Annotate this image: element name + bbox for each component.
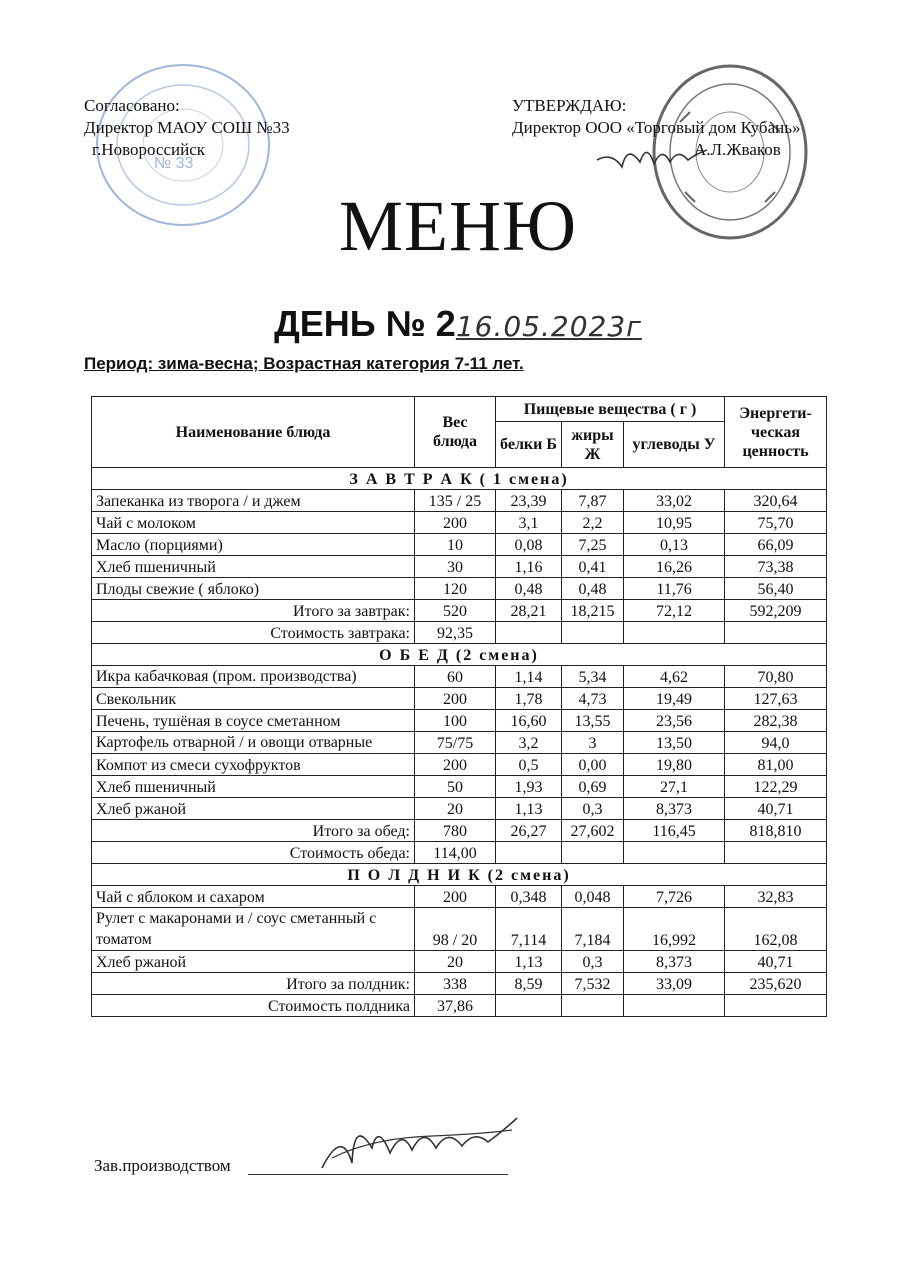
menu-table: [91, 396, 827, 1017]
total-row: [92, 600, 827, 622]
value-cell: 11,76: [624, 578, 725, 600]
value-cell: 3,1: [496, 512, 562, 534]
value-cell: 7,25: [562, 534, 624, 556]
empty-cell: [624, 995, 725, 1017]
value-cell: 162,08: [725, 908, 827, 951]
header-name: Наименование блюда: [92, 397, 415, 468]
approval-left-line2: Директор МАОУ СОШ №33: [84, 118, 290, 137]
total-value: 818,810: [725, 820, 827, 842]
dish-name-cell: Чай с молоком: [92, 512, 415, 534]
value-cell: 1,13: [496, 951, 562, 973]
value-cell: 282,38: [725, 710, 827, 732]
svg-text:№ 33: № 33: [154, 155, 194, 172]
dish-name-cell: Масло (порциями): [92, 534, 415, 556]
value-cell: 0,048: [562, 886, 624, 908]
value-cell: 23,39: [496, 490, 562, 512]
table-row: [92, 951, 827, 973]
value-cell: 0,13: [624, 534, 725, 556]
dish-name-cell: Компот из смеси сухофруктов: [92, 754, 415, 776]
header-energy: Энергети-ческая ценность: [725, 397, 827, 468]
total-label: Итого за полдник:: [92, 973, 415, 995]
value-cell: 66,09: [725, 534, 827, 556]
production-signature-icon: [312, 1108, 522, 1188]
value-cell: 13,55: [562, 710, 624, 732]
table-row: [92, 754, 827, 776]
header-carbs: углеводы У: [624, 422, 725, 468]
cost-value: 114,00: [415, 842, 496, 864]
day-label: ДЕНЬ № 2: [274, 303, 456, 344]
table-row: [92, 798, 827, 820]
value-cell: 3,2: [496, 732, 562, 754]
section-title-row: [92, 644, 827, 666]
dish-name-cell: Плоды свежие ( яблоко): [92, 578, 415, 600]
total-value: 116,45: [624, 820, 725, 842]
value-cell: 5,34: [562, 666, 624, 688]
empty-cell: [562, 622, 624, 644]
dish-name-cell: Хлеб ржаной: [92, 798, 415, 820]
dish-name-cell: Хлеб пшеничный: [92, 556, 415, 578]
section-title: З А В Т Р А К ( 1 смена): [92, 468, 827, 490]
value-cell: 1,13: [496, 798, 562, 820]
value-cell: 4,62: [624, 666, 725, 688]
value-cell: 100: [415, 710, 496, 732]
value-cell: 200: [415, 512, 496, 534]
value-cell: 20: [415, 951, 496, 973]
section-title: П О Л Д Н И К (2 смена): [92, 864, 827, 886]
value-cell: 7,114: [496, 908, 562, 951]
table-row: [92, 534, 827, 556]
value-cell: 27,1: [624, 776, 725, 798]
value-cell: 1,16: [496, 556, 562, 578]
value-cell: 16,992: [624, 908, 725, 951]
approval-right-line3: А.Л.Жваков: [694, 140, 781, 159]
dish-name-cell: Печень, тушёная в соусе сметанном: [92, 710, 415, 732]
value-cell: 16,60: [496, 710, 562, 732]
table-row: [92, 732, 827, 754]
empty-cell: [624, 622, 725, 644]
total-value: 235,620: [725, 973, 827, 995]
empty-cell: [725, 842, 827, 864]
total-value: 7,532: [562, 973, 624, 995]
cost-value: 92,35: [415, 622, 496, 644]
total-label: Итого за обед:: [92, 820, 415, 842]
cost-value: 37,86: [415, 995, 496, 1017]
header-fat: жиры Ж: [562, 422, 624, 468]
section-title-row: [92, 468, 827, 490]
value-cell: 120: [415, 578, 496, 600]
signature-label: Зав.производством: [94, 1156, 231, 1175]
dish-name-cell: Картофель отварной / и овощи отварные: [92, 732, 415, 754]
value-cell: 4,73: [562, 688, 624, 710]
total-value: 592,209: [725, 600, 827, 622]
value-cell: 0,48: [496, 578, 562, 600]
cost-row: [92, 842, 827, 864]
value-cell: 94,0: [725, 732, 827, 754]
dish-name-cell: Свекольник: [92, 688, 415, 710]
value-cell: 13,50: [624, 732, 725, 754]
dish-name-cell: Чай с яблоком и сахаром: [92, 886, 415, 908]
total-value: 8,59: [496, 973, 562, 995]
dish-name-cell: Хлеб ржаной: [92, 951, 415, 973]
value-cell: 20: [415, 798, 496, 820]
empty-cell: [496, 995, 562, 1017]
table-row: [92, 710, 827, 732]
value-cell: 122,29: [725, 776, 827, 798]
value-cell: 7,87: [562, 490, 624, 512]
total-value: 27,602: [562, 820, 624, 842]
value-cell: 0,08: [496, 534, 562, 556]
table-row: [92, 666, 827, 688]
cost-row: [92, 622, 827, 644]
table-row: [92, 490, 827, 512]
total-row: [92, 973, 827, 995]
empty-cell: [725, 622, 827, 644]
value-cell: 8,373: [624, 951, 725, 973]
empty-cell: [725, 995, 827, 1017]
value-cell: 135 / 25: [415, 490, 496, 512]
header-protein: белки Б: [496, 422, 562, 468]
value-cell: 19,49: [624, 688, 725, 710]
total-row: [92, 820, 827, 842]
value-cell: 70,80: [725, 666, 827, 688]
period-line: Период: зима-весна; Возрастная категория 7-11 лет.: [84, 354, 524, 373]
approval-right-line2: Директор ООО «Торговый дом Кубань»: [512, 118, 801, 137]
value-cell: 1,78: [496, 688, 562, 710]
dish-name-cell: Рулет с макаронами и / соус сметанный с томатом: [92, 908, 415, 951]
value-cell: 73,38: [725, 556, 827, 578]
approval-left-line3: г.Новороссийск: [92, 140, 206, 159]
cost-label: Стоимость завтрака:: [92, 622, 415, 644]
section-title-row: [92, 864, 827, 886]
table-row: [92, 886, 827, 908]
value-cell: 75/75: [415, 732, 496, 754]
page-title: МЕНЮ: [339, 186, 577, 266]
value-cell: 32,83: [725, 886, 827, 908]
total-value: 26,27: [496, 820, 562, 842]
empty-cell: [496, 842, 562, 864]
value-cell: 60: [415, 666, 496, 688]
value-cell: 7,184: [562, 908, 624, 951]
header-weight: Вес блюда: [415, 397, 496, 468]
value-cell: 30: [415, 556, 496, 578]
value-cell: 98 / 20: [415, 908, 496, 951]
value-cell: 56,40: [725, 578, 827, 600]
section-title: О Б Е Д (2 смена): [92, 644, 827, 666]
table-row: [92, 776, 827, 798]
value-cell: 0,41: [562, 556, 624, 578]
value-cell: 200: [415, 688, 496, 710]
value-cell: 33,02: [624, 490, 725, 512]
value-cell: 1,93: [496, 776, 562, 798]
value-cell: 200: [415, 754, 496, 776]
empty-cell: [562, 995, 624, 1017]
value-cell: 10,95: [624, 512, 725, 534]
day-date: 16.05.2023г: [455, 310, 642, 343]
approval-left-line1: Согласовано:: [84, 96, 180, 115]
dish-name-cell: Хлеб пшеничный: [92, 776, 415, 798]
table-row: [92, 688, 827, 710]
approval-right-line1: УТВЕРЖДАЮ:: [512, 96, 627, 115]
day-heading: [0, 302, 916, 349]
empty-cell: [624, 842, 725, 864]
value-cell: 2,2: [562, 512, 624, 534]
value-cell: 40,71: [725, 951, 827, 973]
total-value: 33,09: [624, 973, 725, 995]
value-cell: 127,63: [725, 688, 827, 710]
total-value: 18,215: [562, 600, 624, 622]
value-cell: 0,3: [562, 798, 624, 820]
value-cell: 10: [415, 534, 496, 556]
value-cell: 40,71: [725, 798, 827, 820]
total-value: 520: [415, 600, 496, 622]
value-cell: 0,69: [562, 776, 624, 798]
table-row: [92, 578, 827, 600]
total-label: Итого за завтрак:: [92, 600, 415, 622]
value-cell: 0,48: [562, 578, 624, 600]
cost-label: Стоимость полдника: [92, 995, 415, 1017]
value-cell: 1,14: [496, 666, 562, 688]
value-cell: 0,5: [496, 754, 562, 776]
table-row: [92, 908, 827, 951]
menu-body: [92, 468, 827, 1017]
value-cell: 7,726: [624, 886, 725, 908]
empty-cell: [496, 622, 562, 644]
value-cell: 8,373: [624, 798, 725, 820]
value-cell: 320,64: [725, 490, 827, 512]
value-cell: 75,70: [725, 512, 827, 534]
table-row: [92, 512, 827, 534]
value-cell: 0,00: [562, 754, 624, 776]
dish-name-cell: Икра кабачковая (пром. производства): [92, 666, 415, 688]
value-cell: 3: [562, 732, 624, 754]
cost-label: Стоимость обеда:: [92, 842, 415, 864]
value-cell: 16,26: [624, 556, 725, 578]
value-cell: 0,348: [496, 886, 562, 908]
table-row: [92, 556, 827, 578]
value-cell: 0,3: [562, 951, 624, 973]
header-nutrients: Пищевые вещества ( г ): [496, 397, 725, 422]
value-cell: 50: [415, 776, 496, 798]
total-value: 338: [415, 973, 496, 995]
cost-row: [92, 995, 827, 1017]
value-cell: 23,56: [624, 710, 725, 732]
director-signature-icon: [592, 132, 712, 182]
total-value: 780: [415, 820, 496, 842]
dish-name-cell: Запеканка из творога / и джем: [92, 490, 415, 512]
total-value: 28,21: [496, 600, 562, 622]
total-value: 72,12: [624, 600, 725, 622]
value-cell: 81,00: [725, 754, 827, 776]
empty-cell: [562, 842, 624, 864]
value-cell: 200: [415, 886, 496, 908]
value-cell: 19,80: [624, 754, 725, 776]
